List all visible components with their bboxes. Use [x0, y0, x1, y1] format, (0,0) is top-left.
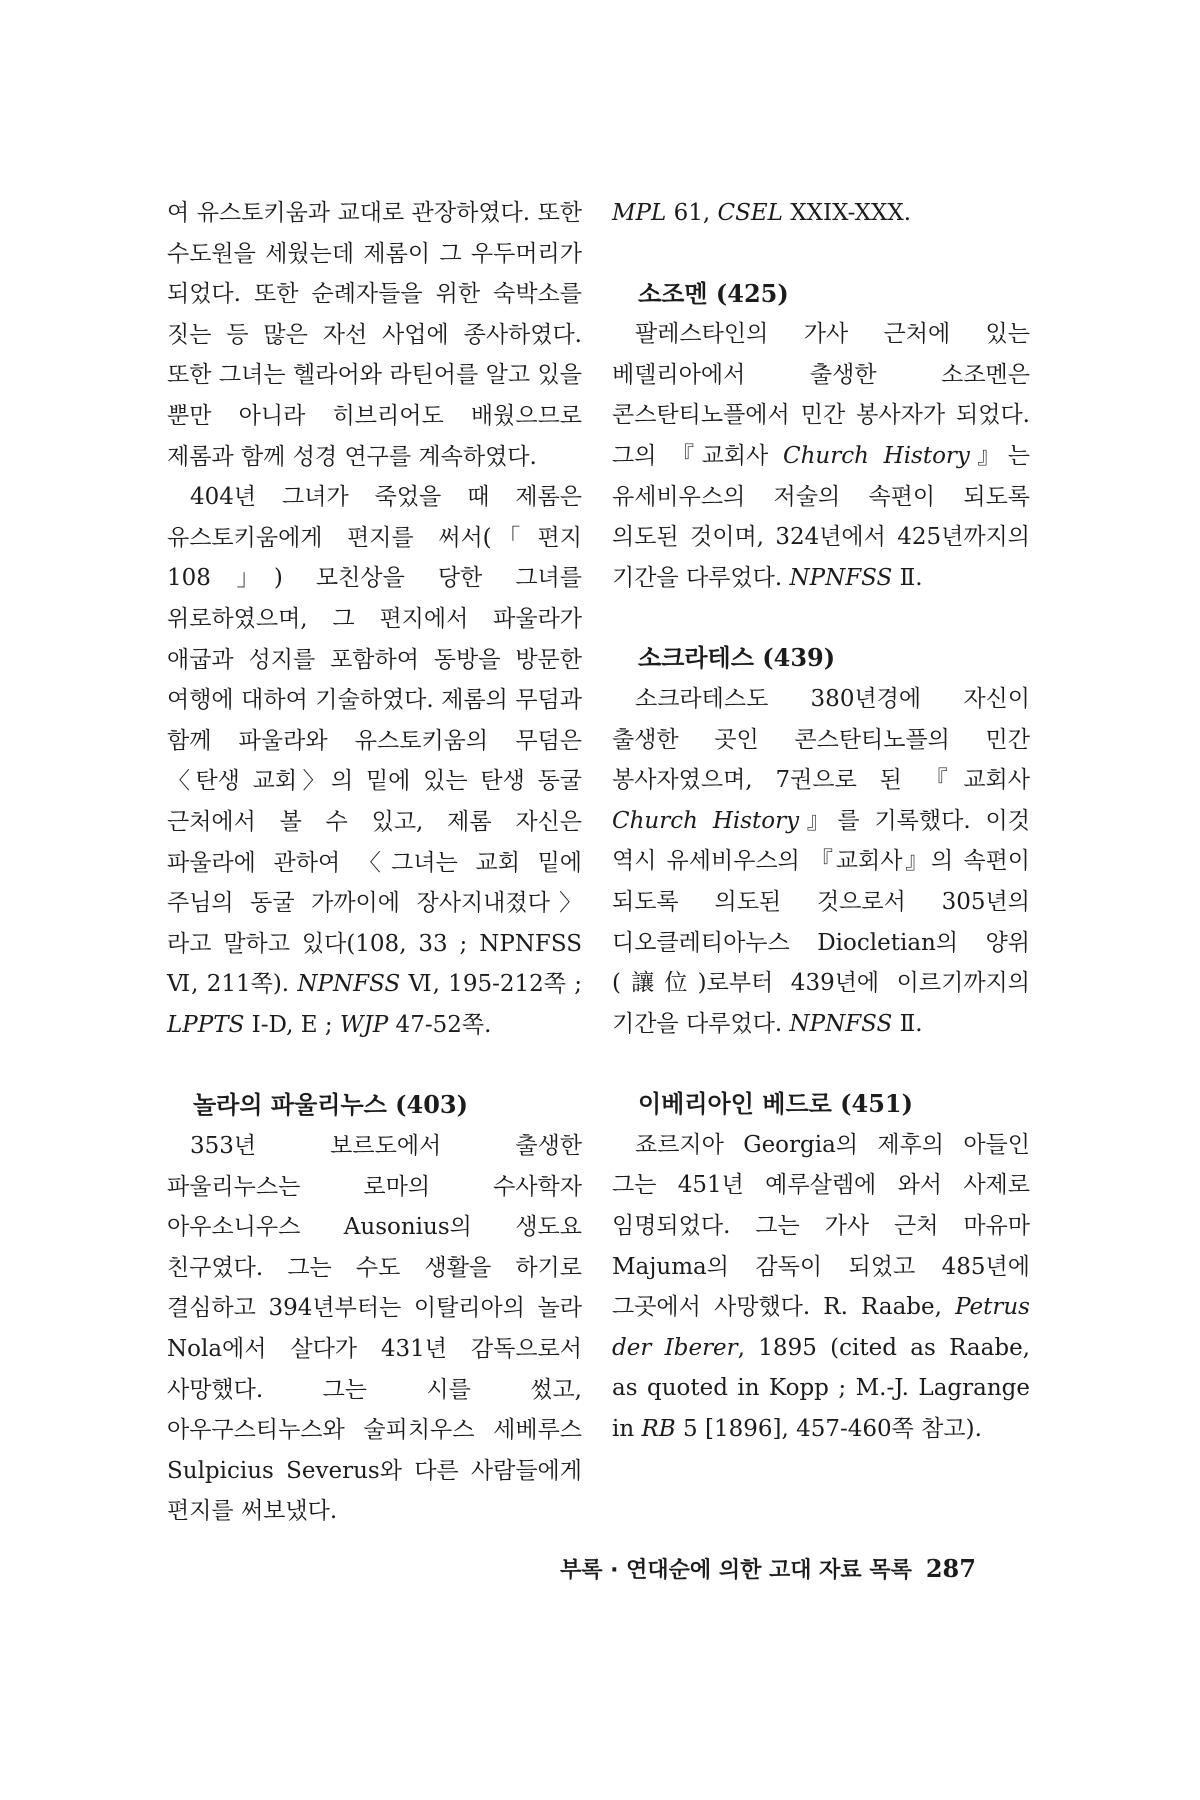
- page-number: 287: [925, 1554, 976, 1583]
- entry-heading-sozomen: 소조멘 (425): [638, 278, 789, 308]
- ref-mpl: MPL: [612, 200, 667, 226]
- ref-lppts-pages: I-D, E ;: [244, 1011, 340, 1038]
- ref-npnfss-pages: Ⅵ, 195-212쪽 ;: [400, 971, 583, 998]
- socrates-title-italic: Church History: [612, 807, 800, 834]
- paragraph-socrates: [612, 679, 1030, 1044]
- footer-title: 부록 · 연대순에 의한 고대 자료 목록: [560, 1558, 912, 1583]
- entry-heading-paulinus: 놀라의 파울리누스 (403): [193, 1090, 468, 1120]
- ref-mpl-num: 61,: [666, 200, 718, 226]
- socrates-ref: Ⅱ.: [892, 1010, 923, 1037]
- running-footer: [560, 1553, 1000, 1584]
- ref-csel: CSEL: [717, 200, 783, 226]
- paragraph-sozomen: [612, 314, 1030, 598]
- paragraph-peter-iberian: [612, 1125, 1030, 1450]
- entry-heading-socrates: 소크라테스 (439): [638, 643, 836, 673]
- paragraph-paulinus: 353년 보르도에서 출생한 파울리누스는 로마의 수사학자 아우소니우스 Ausonius의 생도요 친구였다. 그는 수도 생활을 하기로 결심하고 394년부터는 이탈리아의 놀라 Nola에서 살다가 431년 감독으로서 사망했다. 그는 시를 썼고, 아우구스티누스와 술피치우스 세베루스 Sulpicius Severus와 다른 사람들에게 편지를 써보냈다.: [167, 1133, 582, 1525]
- peter-title-italic: Petrus der Iberer: [612, 1294, 1030, 1361]
- ref-wjp-pages: 47-52쪽.: [388, 1011, 492, 1038]
- ref-wjp: WJP: [339, 1011, 389, 1038]
- sozomen-text-b: 』는 유세비우스의 저술의 속편이 되도록 의도된 것이며, 324년에서 425년까지의 기간을 다루었다.: [612, 442, 1030, 591]
- socrates-ref-italic: NPNFSS: [789, 1010, 893, 1037]
- sozomen-title-italic: Church History: [782, 442, 970, 469]
- peter-text-c: 5 [1896], 457-460쪽 참고).: [675, 1416, 982, 1443]
- ref-npnfss: NPNFSS: [297, 971, 401, 998]
- spacer: [612, 234, 1030, 274]
- paragraph-refs-continued: [612, 193, 1030, 234]
- spacer: [167, 1045, 582, 1085]
- socrates-text-b: 』를 기록했다. 이것 역시 유세비우스의 『교회사』의 속편이 되도록 의도된 것으로서 305년의 디오클레티아누스 Diocletian의 양위(讓位)로부터 439년에 이르기까지의 기간을 다루었다.: [612, 807, 1030, 1037]
- right-column: [612, 193, 1030, 1450]
- ref-csel-num: XXIX-XXX.: [782, 200, 912, 226]
- socrates-text-a: 소크라테스도 380년경에 자신이 출생한 곳인 콘스탄티노플의 민간 봉사자였으며, 7권으로 된 『교회사: [612, 685, 1030, 794]
- entry-heading-peter-iberian: 이베리아인 베드로 (451): [638, 1089, 913, 1119]
- sozomen-ref-italic: NPNFSS: [789, 564, 893, 591]
- sozomen-ref: Ⅱ.: [892, 564, 923, 591]
- sozomen-text-a: 팔레스타인의 가사 근처에 있는 베델리아에서 출생한 소조멘은 콘스탄티노플에서 민간 봉사자가 되었다. 그의 『교회사: [612, 321, 1030, 469]
- spacer: [612, 1044, 1030, 1084]
- left-column: [167, 193, 582, 1532]
- paragraph-paula-death: [167, 477, 582, 1045]
- spacer: [612, 598, 1030, 638]
- peter-journal-italic: RB: [641, 1416, 676, 1443]
- peter-text-a: 죠르지아 Georgia의 제후의 아들인 그는 451년 예루살렘에 와서 사제로 임명되었다. 그는 가사 근처 마유마 Majuma의 감독이 되었고 485년에 그곳에서 사망했다. R. Raabe,: [612, 1131, 1030, 1321]
- ref-lppts: LPPTS: [167, 1011, 245, 1038]
- paula-death-text: 404년 그녀가 죽었을 때 제롬은 유스토키움에게 편지를 써서(「편지 108」) 모친상을 당한 그녀를 위로하였으며, 그 편지에서 파울라가 애굽과 성지를 포함하여 동방을 방문한 여행에 대하여 기술하였다. 제롬의 무덤과 함께 파울라와 유스토키움의 무덤은 〈탄생 교회〉의 밑에 있는 탄생 동굴 근처에서 볼 수 있고, 제롬 자신은 파울라에 관하여 〈그녀는 교회 밑에 주님의 동굴 가까이에 장사지내졌다〉라고 말하고 있다(108, 33 ; NPNFSS Ⅵ, 211쪽).: [167, 484, 582, 998]
- peter-text-b: , 1895 (cited as Raabe, as quoted in Kopp ; M.-J. Lagrange in: [612, 1334, 1030, 1443]
- paragraph-paula-activities: 여 유스토키움과 교대로 관장하였다. 또한 수도원을 세웠는데 제롬이 그 우두머리가 되었다. 또한 순례자들을 위한 숙박소를 짓는 등 많은 자선 사업에 종사하였다. 또한 그녀는 헬라어와 라틴어를 알고 있을 뿐만 아니라 히브리어도 배웠으므로 제롬과 함께 성경 연구를 계속하였다.: [167, 200, 582, 470]
